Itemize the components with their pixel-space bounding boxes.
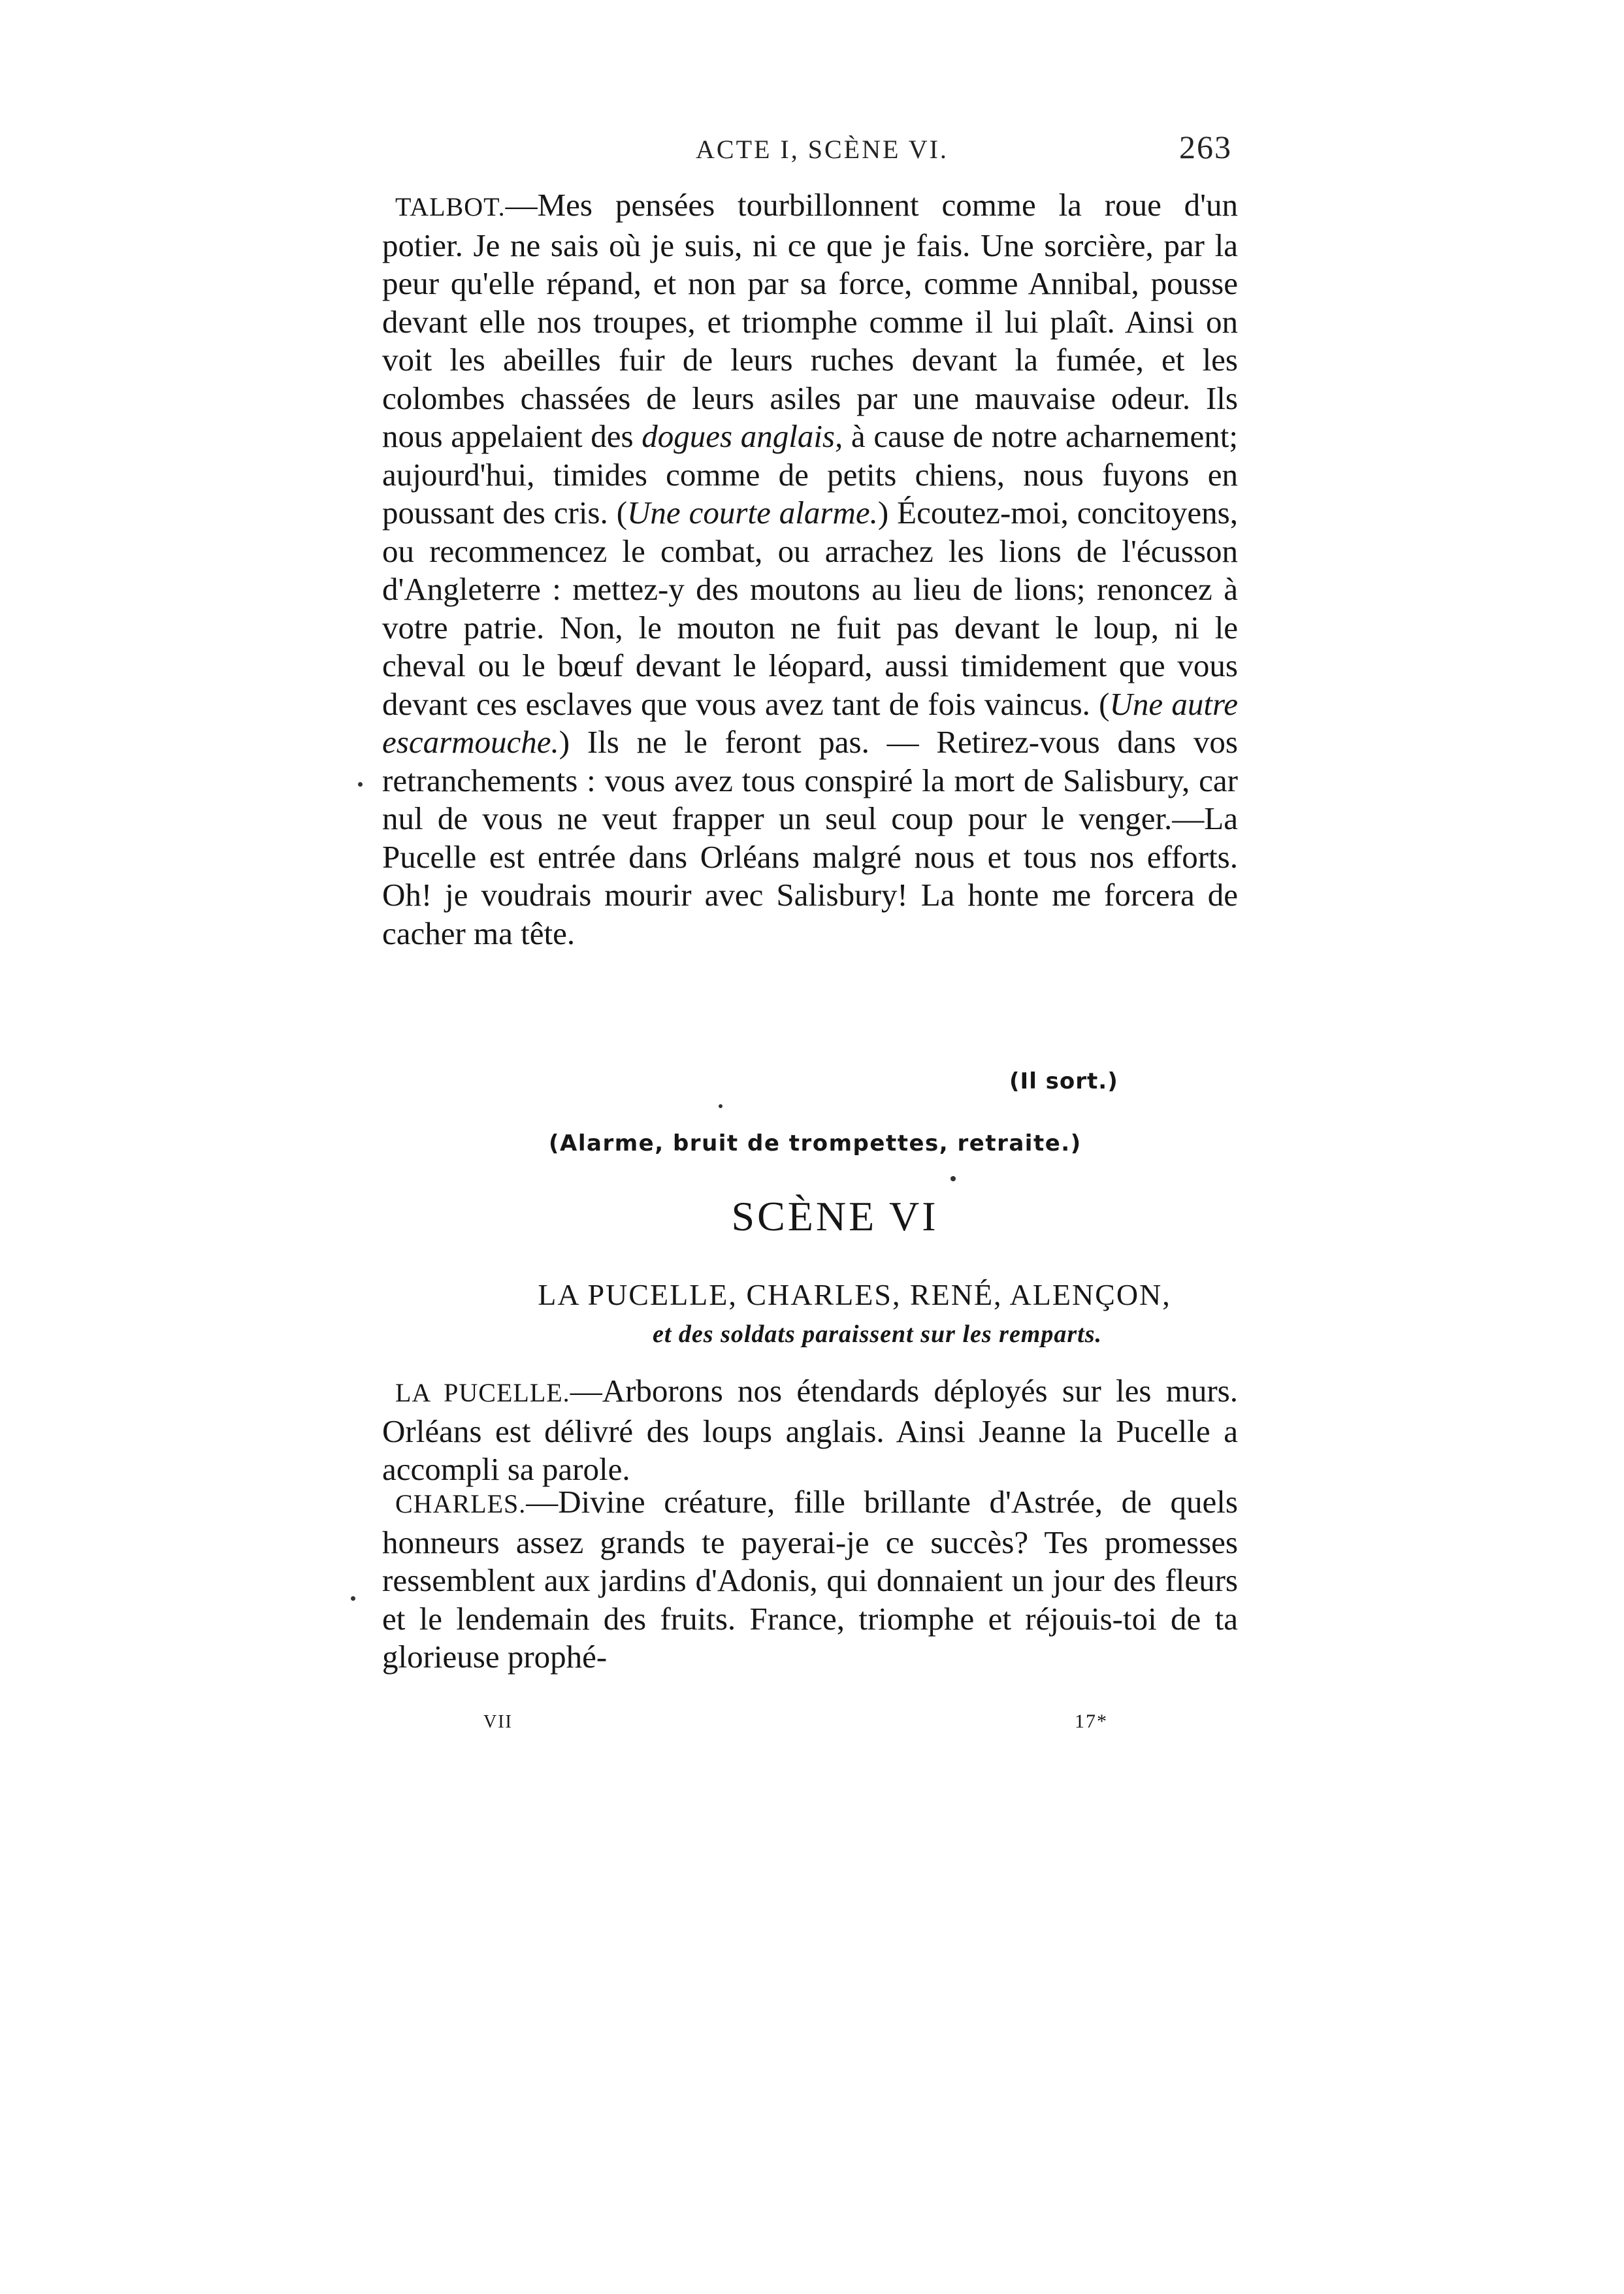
- scene-characters: LA PUCELLE, CHARLES, RENÉ, ALENÇON,: [538, 1278, 1171, 1311]
- page-number: 263: [1179, 129, 1232, 165]
- scan-speck: [950, 1176, 956, 1181]
- talbot-paragraph: [382, 186, 1238, 953]
- stage-direction-alarm: (Alarme, bruit de trompettes, retraite.): [549, 1130, 1082, 1156]
- charles-paragraph: [382, 1483, 1238, 1677]
- pucelle-speech: [382, 1372, 1238, 1489]
- pucelle-text: —Arborons nos étendards déployés sur les murs. Orléans est délivré des loups anglais. Ainsi Jeanne la Pucelle a accompli sa parole.: [382, 1373, 1238, 1487]
- stage-direction-escarmouche: Une autre escarmouche.: [382, 685, 1239, 760]
- talbot-speech: [382, 186, 1238, 953]
- speaker-la-pucelle: LA PUCELLE.: [395, 1378, 570, 1407]
- charles-speech: [382, 1483, 1238, 1677]
- talbot-text-3: ) Écoutez-moi, concitoyens, ou recommencez le combat, ou arrachez les lions de l'écusson d'Angleterre : mettez-y des moutons au lieu de lions; renoncez à votre patrie. Non, le mouton ne fuit pas devant le loup, ni le cheval ou le bœuf devant le léopard, aussi timidement que vous devant ces esclaves que vous avez tant de fois vaincus. (: [382, 495, 1239, 722]
- talbot-text-2: à cause de notre acharnement; aujourd'hui, timides comme de petits chiens, nous fuyons en poussant des cris. (: [382, 418, 1238, 531]
- talbot-italic-1: dogues anglais,: [641, 418, 843, 454]
- signature-mark-left: VII: [483, 1712, 513, 1732]
- running-head: ACTE I, SCÈNE VI.: [696, 135, 949, 164]
- speaker-charles: CHARLES.: [395, 1489, 527, 1518]
- scan-speck: [719, 1104, 723, 1108]
- signature-mark-right: 17*: [1075, 1711, 1108, 1732]
- stage-direction-courte-alarme: Une courte alarme.: [627, 495, 878, 531]
- scan-speck: [351, 1596, 355, 1601]
- scene-characters-direction: et des soldats paraissent sur les remparts.: [652, 1320, 1103, 1348]
- scene-title: SCÈNE VI: [731, 1193, 939, 1239]
- charles-text: —Divine créature, fille brillante d'Astrée, de quels honneurs assez grands te payerai-je ce succès? Tes promesses ressemblent aux jardins d'Adonis, qui donnaient un jour des fleurs et le lendemain des fruits. France, triomphe et réjouis-toi de ta glorieuse prophé-: [382, 1484, 1238, 1675]
- scan-speck: [358, 782, 363, 787]
- stage-direction-exit: (Il sort.): [1009, 1068, 1118, 1094]
- speaker-talbot: TALBOT.: [395, 192, 506, 221]
- talbot-text-4: ) Ils ne le feront pas. — Retirez-vous dans vos retranchements : vous avez tous conspiré la mort de Salisbury, car nul de vous ne veut frapper un seul coup pour le venger.—La Pucelle est entrée dans Orléans malgré nous et tous nos efforts. Oh! je voudrais mourir avec Salisbury! La honte me forcera de cacher ma tête.: [382, 724, 1238, 951]
- pucelle-paragraph: [382, 1372, 1238, 1489]
- talbot-text-1: —Mes pensées tourbillonnent comme la roue d'un potier. Je ne sais où je suis, ni ce que je fais. Une sorcière, par la peur qu'elle répand, et non par sa force, comme Annibal, pousse devant elle nos troupes, et triomphe comme il lui plaît. Ainsi on voit les abeilles fuir de leurs ruches devant la fumée, et les colombes chassées de leurs asiles par une mauvaise odeur. Ils nous appelaient des: [382, 187, 1238, 454]
